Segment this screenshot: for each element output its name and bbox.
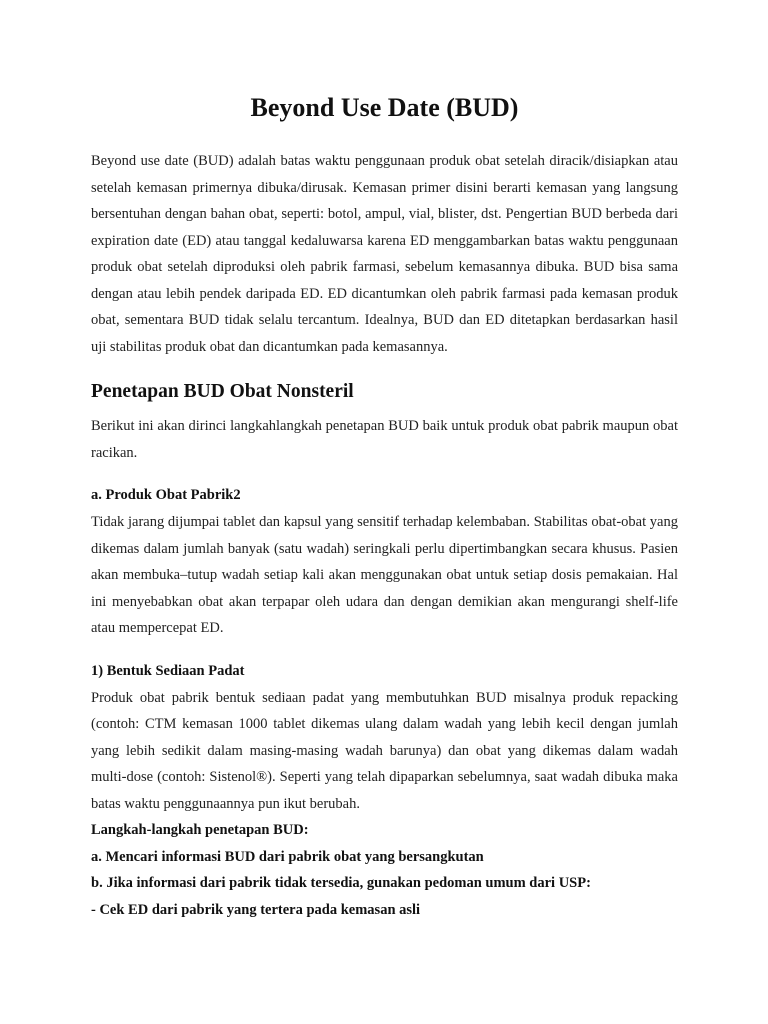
bentuk-sediaan-padat-paragraph: Produk obat pabrik bentuk sediaan padat yang membutuhkan BUD misalnya produk repacking (contoh: CTM kemasan 1000 tablet dikemas ulang dalam wadah yang lebih kecil dengan jumlah yang lebih sedikit dalam masing-masing wadah barunya) dan obat yang dikemas dalam wadah multi-dose (contoh: Sistenol®). Seperti yang telah dipaparkan sebelumnya, saat wadah dibuka maka batas waktu penggunaannya pun ikut berubah. [91,689,678,812]
section-intro-paragraph: Berikut ini akan dirinci langkahlangkah penetapan BUD baik untuk produk obat pabrik maupun obat racikan. [91,418,678,461]
subheading-produk-obat-pabrik: a. Produk Obat Pabrik2 [91,487,241,503]
document-title: Beyond Use Date (BUD) [250,93,519,122]
step-item: a. Mencari informasi BUD dari pabrik obat yang bersangkutan [91,848,484,865]
step-item: - Cek ED dari pabrik yang tertera pada kemasan asli [91,901,421,918]
subheading-bentuk-sediaan-padat: 1) Bentuk Sediaan Padat [91,662,245,679]
produk-obat-pabrik-paragraph: Tidak jarang dijumpai tablet dan kapsul yang sensitif terhadap kelembaban. Stabilitas obat-obat yang dikemas dalam jumlah banyak (satu wadah) seringkali perlu dipertimbangkan secara khusus. Pasien akan membuka–tutup wadah setiap kali akan menggunakan obat untuk setiap dosis pemakaian. Hal ini menyebabkan obat akan terpapar oleh udara dan dengan demikian akan mengurangi shelf-life atau mempercepat ED. [91,514,678,636]
step-item: b. Jika informasi dari pabrik tidak tersedia, gunakan pedoman umum dari USP: [91,875,591,891]
steps-heading: Langkah-langkah penetapan BUD: [91,822,309,838]
intro-paragraph: Beyond use date (BUD) adalah batas waktu penggunaan produk obat setelah diracik/disiapkan atau setelah kemasan primernya dibuka/dirusak. Kemasan primer disini berarti kemasan yang langsung bersentuhan dengan bahan obat, seperti: botol, ampul, vial, blister, dst. Pengertian BUD berbeda dari expiration date (ED) atau tanggal kedaluwarsa karena ED menggambarkan batas waktu penggunaan produk obat setelah diproduksi oleh pabrik farmasi, sebelum kemasannya dibuka. BUD bisa sama dengan atau lebih pendek daripada ED. ED dicantumkan oleh pabrik farmasi pada kemasan produk obat, sementara BUD tidak selalu tercantum. Idealnya, BUD dan ED ditetapkan berdasarkan hasil uji stabilitas produk obat dan dicantumkan pada kemasannya. [91,153,678,355]
section-heading-nonsteril: Penetapan BUD Obat Nonsteril [91,381,354,402]
